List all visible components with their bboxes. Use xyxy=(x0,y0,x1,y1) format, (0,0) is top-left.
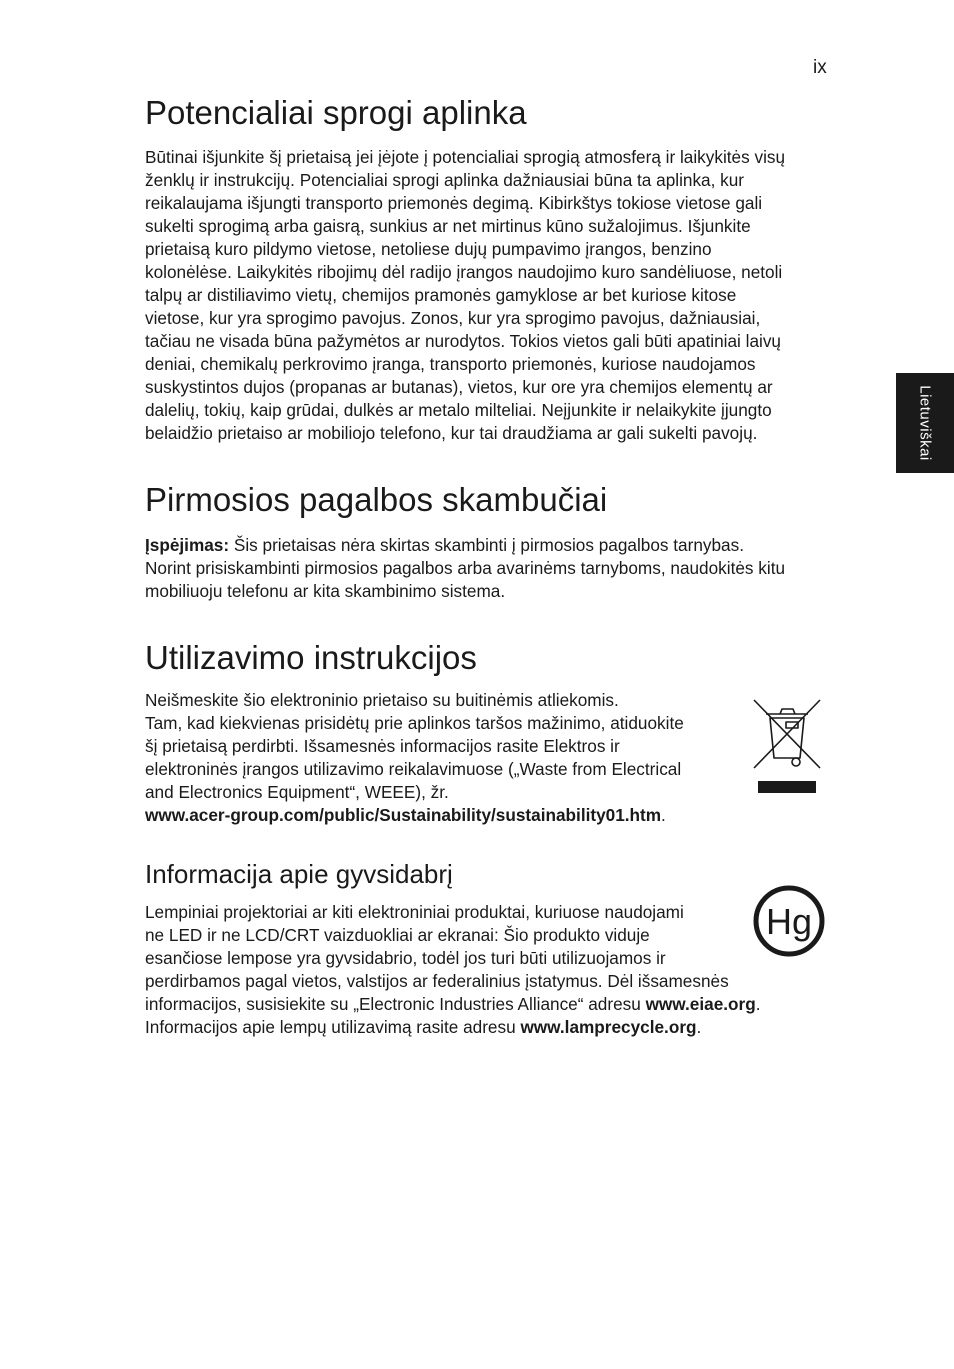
text-line: tačiau ne visada būna pažymėtos ar nurodytos. Tokios vietos gali būti apatiniai laivų xyxy=(145,331,781,351)
lamprecycle-prefix: Informacijos apie lempų utilizavimą rasite adresu xyxy=(145,1017,521,1037)
text-line: sukelti sprogimą arba gaisrą, sunkius ar net mirtinus kūno sužalojimus. Išjunkite xyxy=(145,216,751,236)
acer-sustainability-link[interactable]: www.acer-group.com/public/Sustainability/sustainability01.htm xyxy=(145,805,662,825)
emergency-paragraph xyxy=(145,534,785,603)
language-side-tab xyxy=(896,373,954,473)
text-line xyxy=(145,534,785,557)
crossed-out-wheelie-bin-icon xyxy=(752,698,822,794)
text-line: kolonėlėse. Laikykitės ribojimų dėl radijo įrangos naudojimo kuro sandėliuose, netoli xyxy=(145,262,783,282)
disposal-paragraph xyxy=(145,689,684,827)
text-line: Norint prisiskambinti pirmosios pagalbos arba avarinėms tarnyboms, naudokitės kitu xyxy=(145,558,786,578)
text-line: esančiose lempose yra gyvsidabrio, todėl jos turi būti utilizuojamos ir xyxy=(145,948,666,968)
hg-mercury-icon xyxy=(751,883,827,959)
text-line: and Electronics Equipment“, WEEE), žr. xyxy=(145,782,449,802)
text-line xyxy=(145,1016,761,1039)
text-line: šį prietaisą perdirbti. Išsamesnės informacijos rasite Elektros ir xyxy=(145,736,620,756)
text-line: Tam, kad kiekvienas prisidėtų prie aplinkos taršos mažinimo, atiduokite xyxy=(145,713,684,733)
text-line: reikalaujama išjungti transporto priemonės degimą. Kibirkštys tokiose vietose gali xyxy=(145,193,763,213)
section-title-disposal: Utilizavimo instrukcijos xyxy=(145,639,477,676)
text-line: prietaisą kuro pildymo vietose, netoliese dujų pumpavimo įrangos, benzino xyxy=(145,239,712,259)
text-line xyxy=(145,804,684,827)
eiae-link[interactable]: www.eiae.org xyxy=(645,994,756,1014)
text-line: dalelių, tokių, kaip grūdai, dulkės ar metalo milteliai. Neįjunkite ir nelaikykite įjungto xyxy=(145,400,772,420)
section-title-emergency: Pirmosios pagalbos skambučiai xyxy=(145,481,608,518)
text-line: suskystintos dujos (propanas ar butanas), vietos, kur ore yra chemijos elementų ar xyxy=(145,377,773,397)
section-title-explosive: Potencialiai sprogi aplinka xyxy=(145,94,527,131)
text-line: elektroninės įrangos utilizavimo reikalavimuose („Waste from Electrical xyxy=(145,759,682,779)
hg-symbol-text: Hg xyxy=(765,901,813,942)
text-line: Būtinai išjunkite šį prietaisą jei įėjote į potencialiai sprogią atmosferą ir laikykitės visų xyxy=(145,147,786,167)
text-line: belaidžio prietaiso ar mobiliojo telefono, kur tai draudžiama ar gali sukelti pavojų. xyxy=(145,423,758,443)
lamprecycle-link[interactable]: www.lamprecycle.org xyxy=(520,1017,697,1037)
text-line: ne LED ir ne LCD/CRT vaizduokliai ar ekranai: Šio produkto viduje xyxy=(145,925,650,945)
page-number: ix xyxy=(813,57,827,78)
url-suffix: . xyxy=(661,805,666,825)
eiae-prefix: informacijos, susisiekite su „Electronic Industries Alliance“ adresu xyxy=(145,994,646,1014)
side-tab-label: Lietuviškai xyxy=(916,385,934,461)
text-line: mobiliuoju telefonu ar kita skambinimo sistema. xyxy=(145,581,506,601)
text-line: deniai, chemikalų perkrovimo įranga, transporto priemonės, kuriose naudojamos xyxy=(145,354,756,374)
text-line xyxy=(145,993,761,1016)
eiae-suffix: . xyxy=(755,994,761,1014)
mercury-paragraph xyxy=(145,901,761,1039)
text-line: Neišmeskite šio elektroninio prietaiso su buitinėmis atliekomis. xyxy=(145,690,619,710)
warning-text: Šis prietaisas nėra skirtas skambinti į pirmosios pagalbos tarnybas. xyxy=(229,535,744,555)
text-line: perdirbamos pagal vietos, valstijos ar federalinius įstatymus. Dėl išsamesnės xyxy=(145,971,729,991)
warning-label: Įspėjimas: xyxy=(145,535,230,555)
explosive-paragraph xyxy=(145,146,785,445)
text-line: talpų ar distiliavimo vietų, chemijos pramonės gamyklose ar bet kuriose kitose xyxy=(145,285,737,305)
lamprecycle-suffix: . xyxy=(696,1017,702,1037)
section-title-mercury: Informacija apie gyvsidabrį xyxy=(145,859,453,889)
text-line: ženklų ir instrukcijų. Potencialiai sprogi aplinka dažniausiai būna ta aplinka, kur xyxy=(145,170,745,190)
text-line: vietose, kur yra sprogimo pavojus. Zonos, kur yra sprogimo pavojus, dažniausiai, xyxy=(145,308,761,328)
text-line: Lempiniai projektoriai ar kiti elektroniniai produktai, kuriuose naudojami xyxy=(145,902,684,922)
